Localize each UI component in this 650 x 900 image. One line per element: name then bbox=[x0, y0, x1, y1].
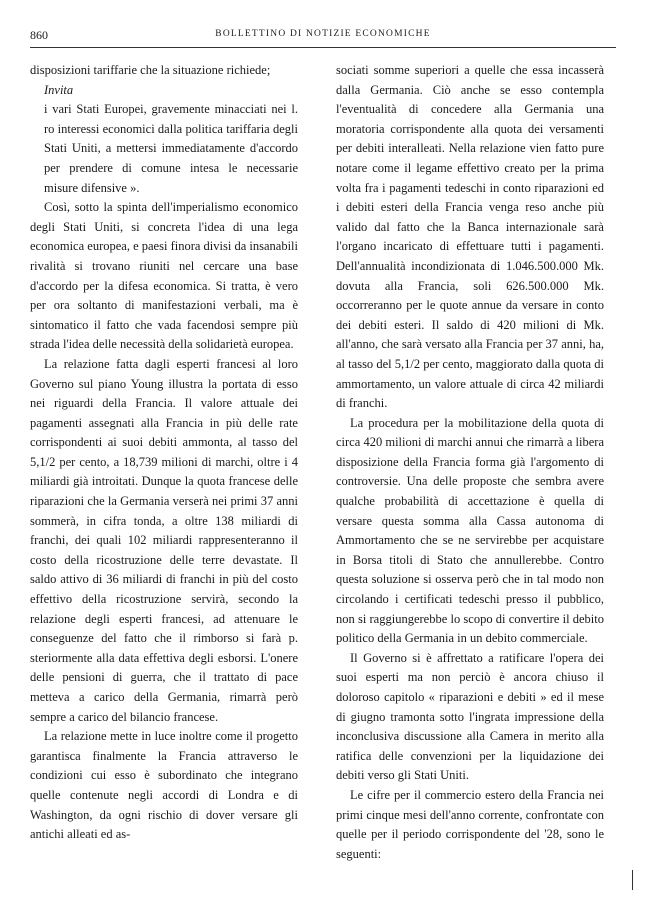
paragraph: sociati somme superiori a quelle che essa incasserà dalla Germania. Ciò anche se esso contempla l'eventualità di concedere alla Germania una moratoria corrispondente alla quota dei versamenti per debiti interalleati. Nella relazione vien fatto pure notare come il legame effettivo creato per la prima volta fra i pagamenti tedeschi in conto riparazioni ed i debiti esteri della Francia venga reso anche più valido dal fatto che la Banca internazionale sarà l'organo incaricato di effettuare tutti i pagamenti. Dell'annualità incondizionata di 1.046.500.000 Mk. dovuta alla Francia, soli 626.500.000 Mk. occorreranno per le quote annue da versare in conto dei debiti esteri. Il saldo di 420 milioni di Mk. all'anno, che sarà versato alla Francia per 37 anni, ha, al tasso del 5,1/2 per cento, maggiorato dalla quota di ammortamento, un valore attuale di circa 42 miliardi di franchi. bbox=[336, 63, 604, 411]
paragraph: Così, sotto la spinta dell'imperialismo economico degli Stati Uniti, si concreta l'idea di una lega economica europea, e paesi finora divisi da insanabili rivalità si trovano riuniti nel cercare una base d'accordo per la difesa economica. Si tratta, è vero per ora soltanto di manifestazioni verbali, ma è sintomatico il fatto che vada facendosi sempre più strada l'idea delle necessità della solidarietà europea. bbox=[30, 200, 298, 352]
left-column bbox=[30, 61, 298, 845]
paragraph: disposizioni tariffarie che la situazione richiede; bbox=[30, 63, 271, 77]
paragraph: La procedura per la mobilitazione della quota di circa 420 milioni di marchi annui che rimarrà a libera disposizione della Francia forma già l'argomento di controversie. Una delle proposte che sembra avere qualche probabilità di accettazione è quella di versare questa somma alla Cassa autonoma di Ammortamento che se ne servirebbe per acquistare in Borsa titoli di Stato che annullerebbe. Contro questa soluzione si osserva però che in tal modo non circolando i certificati tedeschi presso il pubblico, non si raggiungerebbe lo scopo di convertire il debito politico della Germania in un debito commerciale. bbox=[336, 415, 604, 646]
right-column bbox=[336, 61, 604, 864]
paragraph: i vari Stati Europei, gravemente minacciati nei l. ro interessi economici dalla politica tariffaria degli Stati Uniti, a mettersi immediatamente d'accordo per prendere di comune intesa le necessarie misure difensive ». bbox=[44, 102, 298, 195]
margin-mark bbox=[632, 870, 633, 890]
paragraph: Le cifre per il commercio estero della Francia nei primi cinque mesi dell'anno corrente, confrontate con quelle per il periodo corrispondente del '28, sono le seguenti: bbox=[336, 787, 604, 861]
paragraph: Il Governo si è affrettato a ratificare l'opera dei suoi esperti ma non perciò è ancora chiuso il doloroso capitolo « riparazioni e debiti » ed il mese di giugno tramonta sotto l'ingrata impressione della inconclusiva discussione alla Camera in merito alla ratifica delle convenzioni per la liquidazione dei debiti verso gli Stati Uniti. bbox=[336, 650, 604, 783]
running-header bbox=[30, 28, 616, 46]
page-number: 860 bbox=[30, 28, 48, 42]
section-heading: Invita bbox=[44, 82, 74, 97]
paragraph: La relazione mette in luce inoltre come il progetto garantisca finalmente la Francia attraverso le condizioni cui esso è subordinato che integrano quelle contenute negli accordi di Londra e di Washington, da ogni rischio di dover versare gli antichi alleati ed as- bbox=[30, 729, 298, 842]
header-rule bbox=[30, 47, 616, 48]
running-title: BOLLETTINO DI NOTIZIE ECONOMICHE bbox=[215, 29, 431, 39]
paragraph: La relazione fatta dagli esperti francesi al loro Governo sul piano Young illustra la portata di esso nei riguardi della Francia. Il valore attuale dei pagamenti assegnati alla Francia in più delle rate corrispondenti ai suoi debiti ammonta, al tasso del 5,1/2 per cento, a 18,739 milioni di marchi, oltre i 4 miliardi già introitati. Dunque la quota francese delle riparazioni che la Germania verserà nei primi 37 anni sommerà, in cifra tonda, a oltre 138 miliardi di franchi, dei quali 102 miliardi rappresenteranno il costo della ricostruzione delle terre devastate. Il saldo attivo di 36 miliardi di franchi in più del costo effettivo della ricostruzione servirà, secondo la relazione degli esperti francesi, ad attenuare le conseguenze del fatto che il rimborso si farà p. steriormente alla data effettiva degli esborsi. L'onere delle pensioni di guerra, che il trattato di pace metteva a carico della Germania, rimarrà però sempre a carico del bilancio francese. bbox=[30, 356, 298, 724]
